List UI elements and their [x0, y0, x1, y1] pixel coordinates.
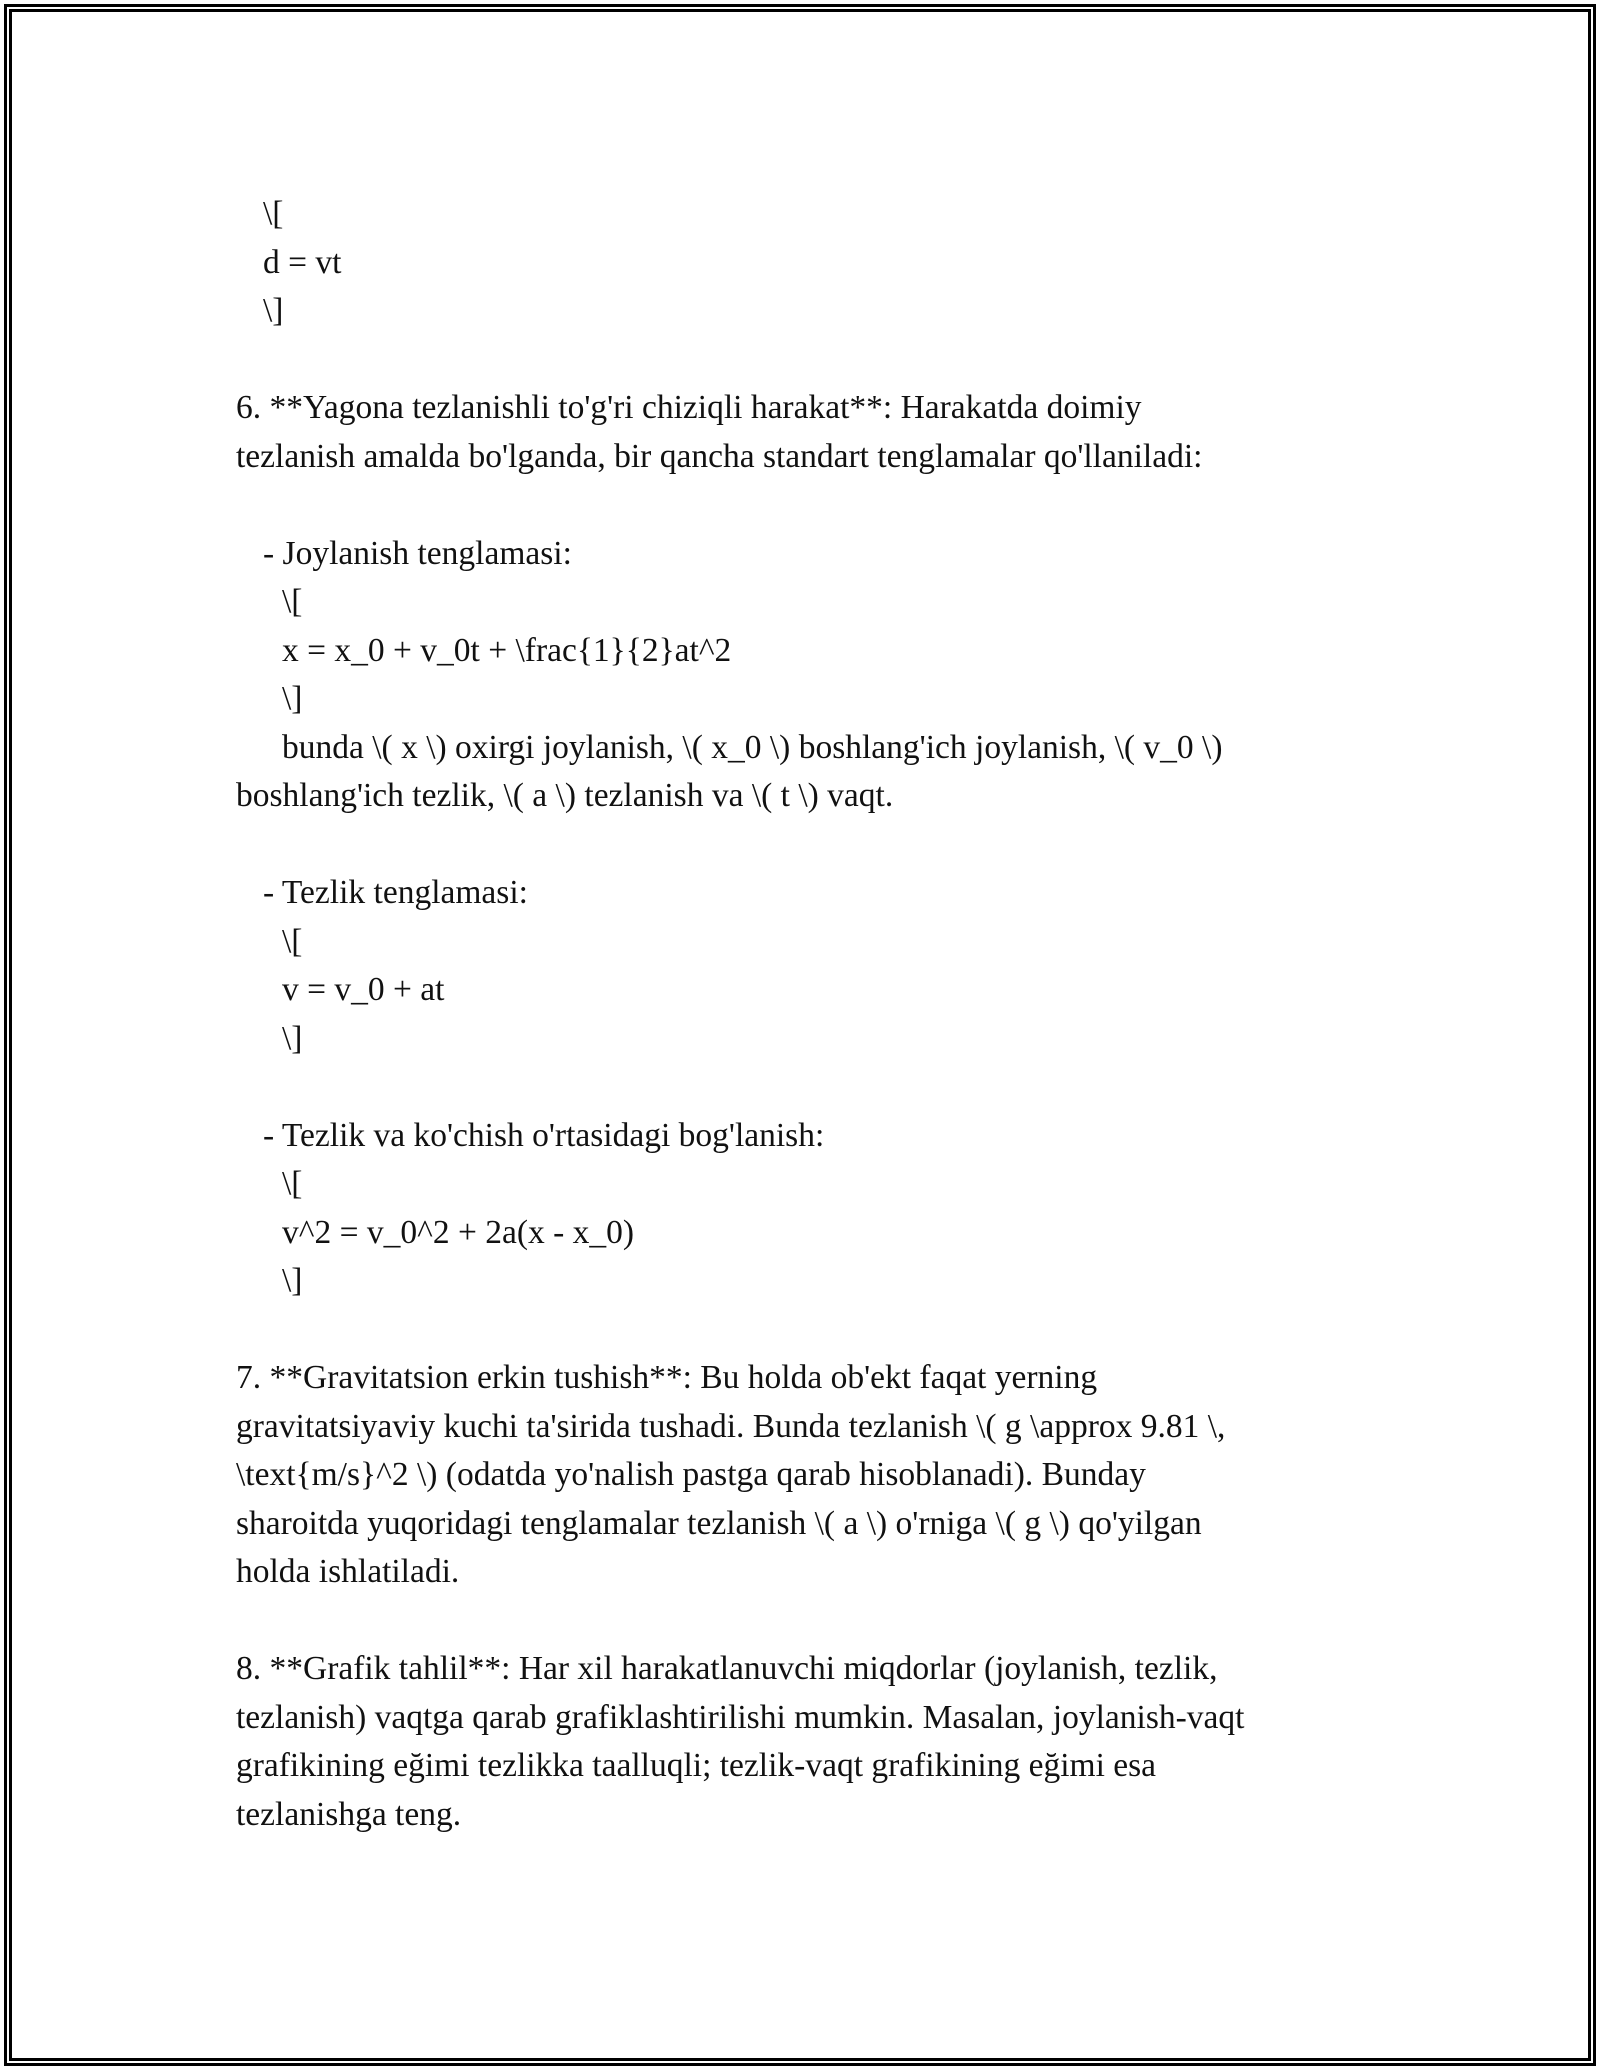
math-open-bracket: \[ — [282, 922, 303, 960]
math-close-bracket: \] — [263, 292, 284, 329]
position-eq-description-line2: boshlang'ich tezlik, \( a \) tezlanish va \( t \) vaqt. — [236, 777, 894, 814]
spacer — [236, 1063, 1366, 1112]
velocity-eq-heading: - Tezlik tenglamasi: — [263, 874, 528, 911]
spacer — [236, 1597, 1366, 1646]
formula-velocity-displacement: v^2 = v_0^2 + 2a(x - x_0) — [282, 1213, 635, 1251]
item8-line3: grafikining eğimi tezlikka taalluqli; tezlik-vaqt grafikining eğimi esa — [236, 1747, 1157, 1784]
math-open-bracket: \[ — [263, 195, 284, 232]
item7-line5: holda ishlatiladi. — [236, 1553, 460, 1590]
formula-position: x = x_0 + v_0t + \frac{1}{2}at^2 — [282, 631, 732, 669]
spacer — [236, 481, 1366, 530]
item8-line4: tezlanishga teng. — [236, 1795, 462, 1833]
document-body — [236, 190, 1366, 1839]
item6-line2: tezlanish amalda bo'lganda, bir qancha standart tenglamalar qo'llaniladi: — [236, 437, 1203, 475]
formula-velocity: v = v_0 + at — [282, 971, 445, 1008]
item8-line2: tezlanish) vaqtga qarab grafiklashtirilishi mumkin. Masalan, joylanish-vaqt — [236, 1698, 1245, 1736]
spacer — [236, 1306, 1366, 1355]
math-open-bracket: \[ — [282, 583, 303, 620]
item7-line2: gravitatsiyaviy kuchi ta'sirida tushadi. Bunda tezlanish \( g \approx 9.81 \, — [236, 1407, 1226, 1445]
item7-line3: \text{m/s}^2 \) (odatda yo'nalish pastga qarab hisoblanadi). Bunday — [236, 1456, 1146, 1493]
position-eq-description-line1: bunda \( x \) oxirgi joylanish, \( x_0 \) boshlang'ich joylanish, \( v_0 \) — [282, 728, 1223, 766]
math-close-bracket: \] — [282, 1262, 303, 1299]
spacer — [236, 336, 1366, 385]
math-open-bracket: \[ — [282, 1165, 303, 1202]
spacer — [236, 821, 1366, 870]
item7-line1: 7. **Gravitatsion erkin tushish**: Bu holda ob'ekt faqat yerning — [236, 1359, 1098, 1396]
position-eq-heading: - Joylanish tenglamasi: — [263, 534, 572, 572]
math-close-bracket: \] — [282, 1019, 303, 1057]
item6-line1: 6. **Yagona tezlanishli to'g'ri chiziqli harakat**: Harakatda doimiy — [236, 389, 1142, 426]
item7-line4: sharoitda yuqoridagi tenglamalar tezlanish \( a \) o'rniga \( g \) qo'yilgan — [236, 1504, 1202, 1542]
formula-distance: d = vt — [263, 243, 342, 281]
item8-line1: 8. **Grafik tahlil**: Har xil harakatlanuvchi miqdorlar (joylanish, tezlik, — [236, 1650, 1218, 1687]
math-close-bracket: \] — [282, 680, 303, 717]
relation-eq-heading: - Tezlik va ko'chish o'rtasidagi bog'lanish: — [263, 1116, 825, 1154]
